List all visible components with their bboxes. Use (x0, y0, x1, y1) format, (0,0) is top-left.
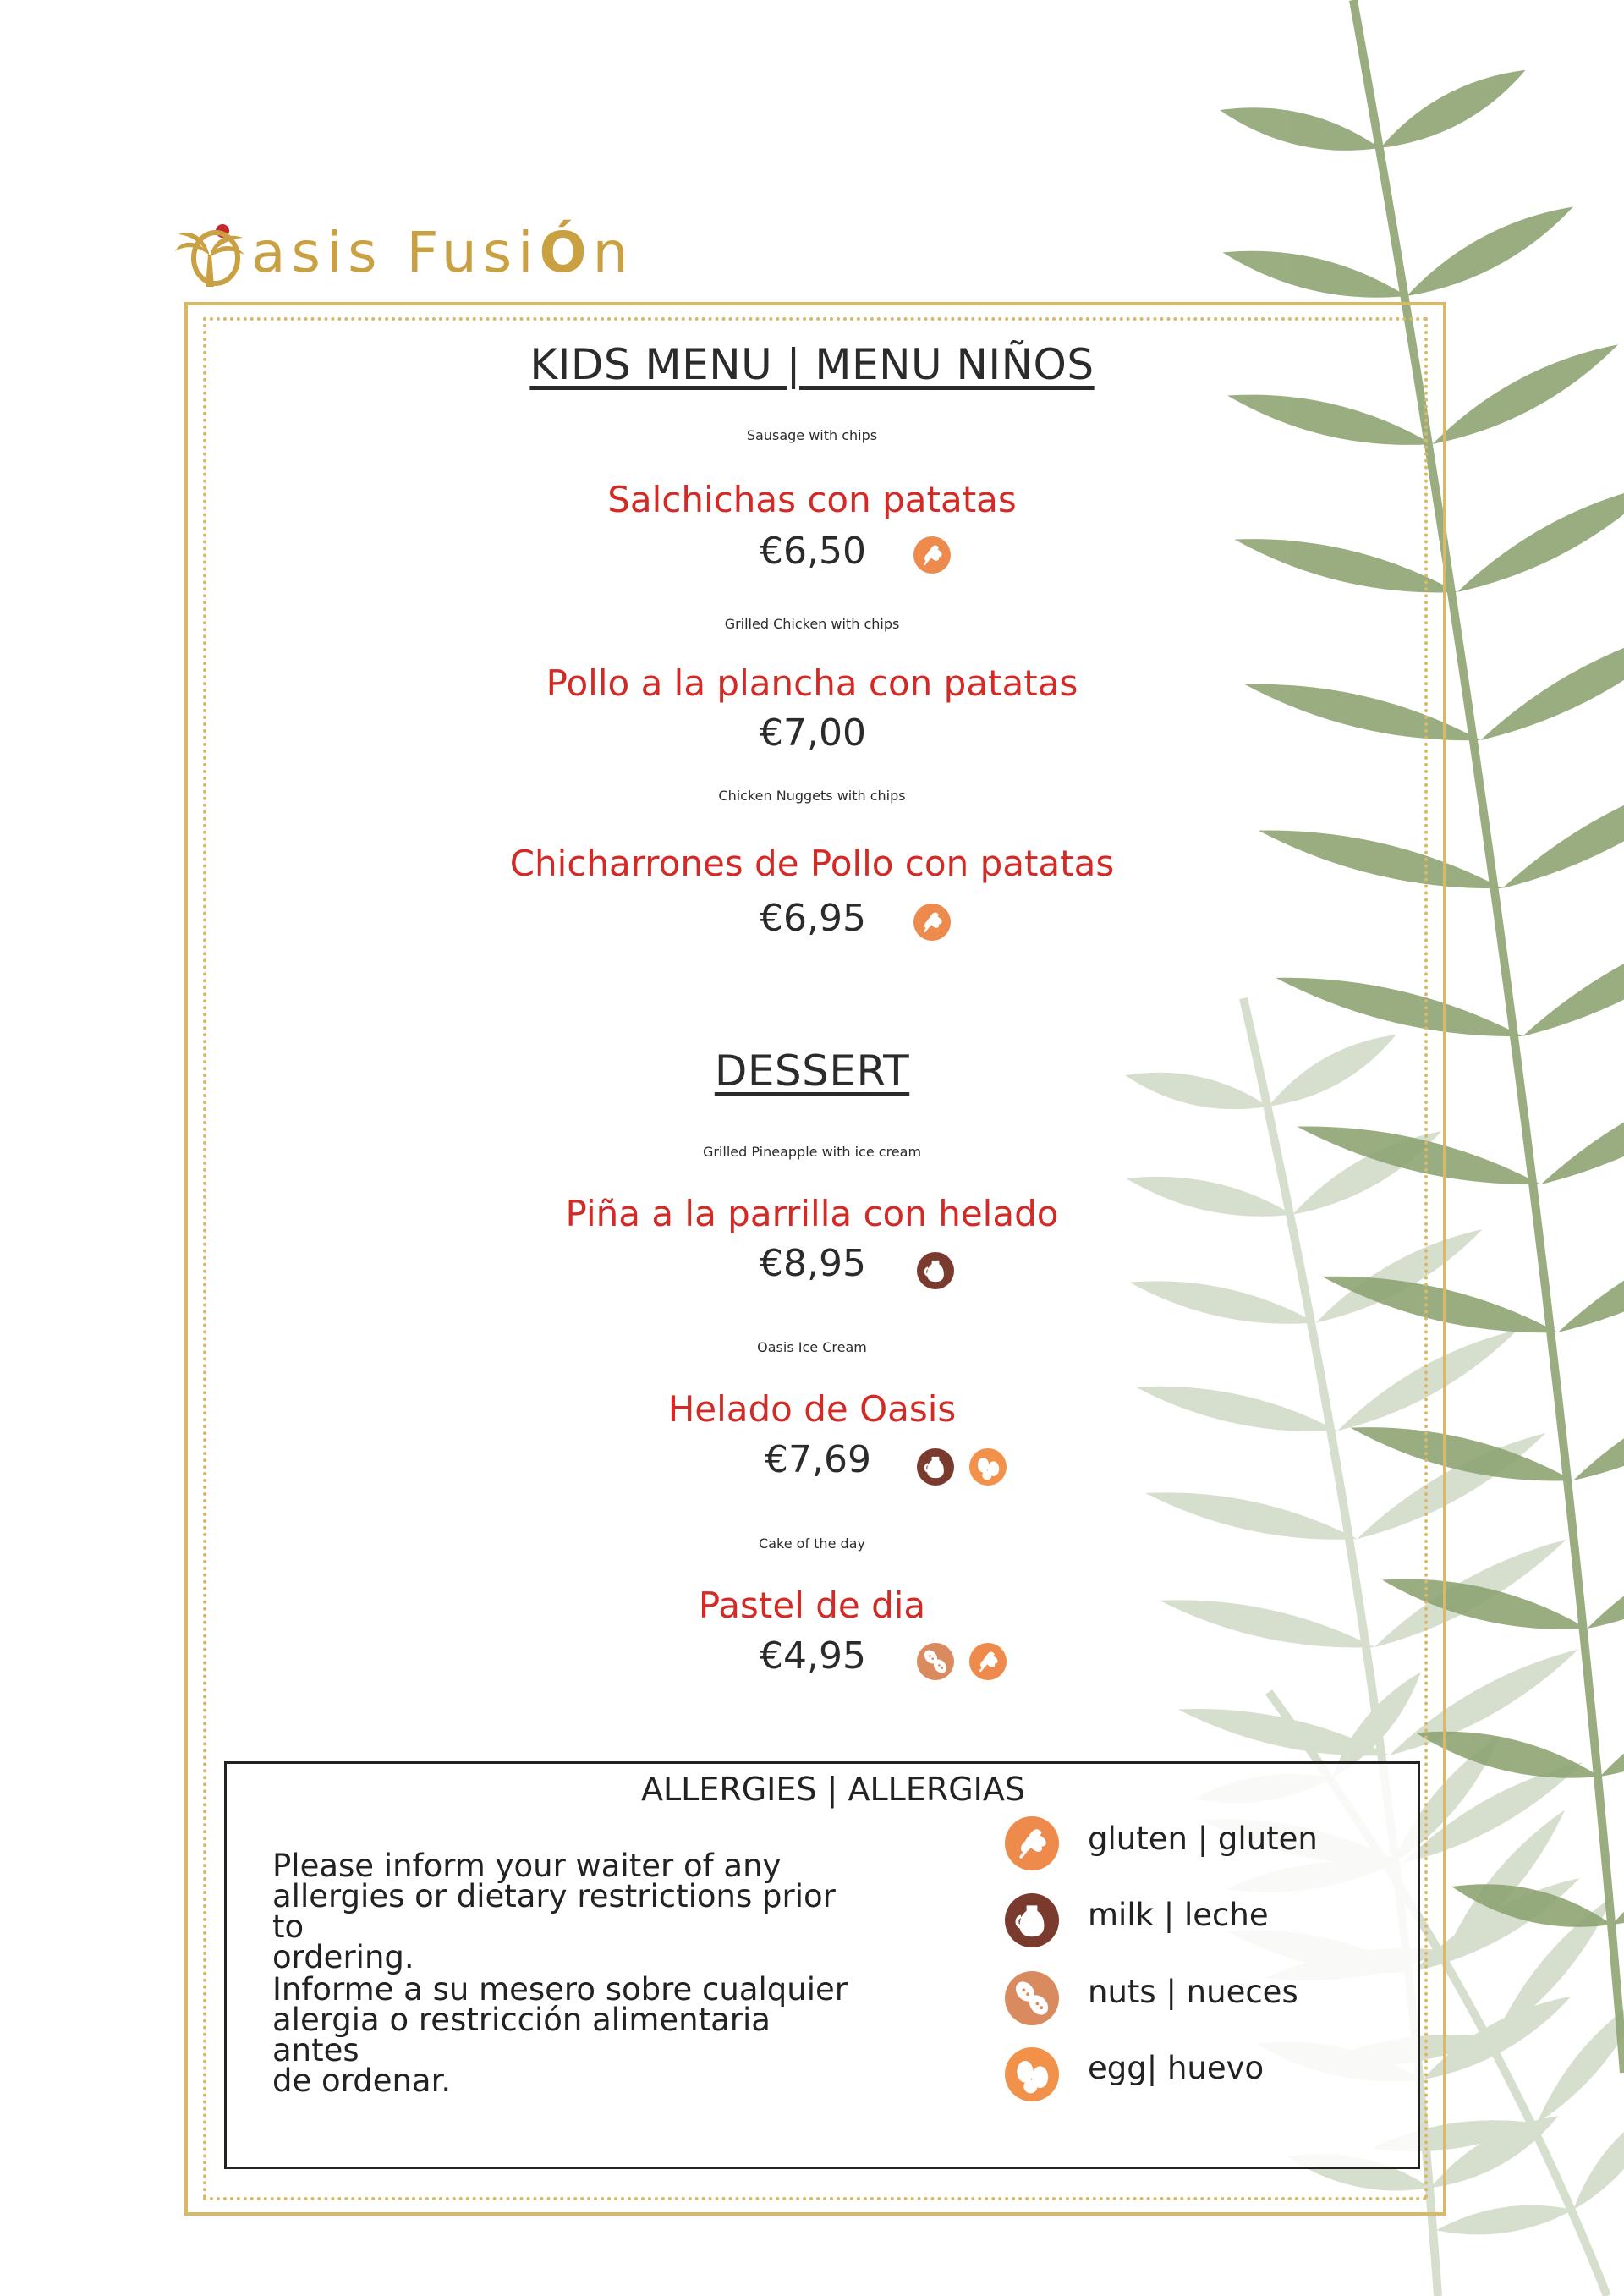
item-price: €4,95 (760, 1634, 866, 1678)
menu-item-es: Helado de Oasis (667, 1388, 957, 1430)
gluten-icon (969, 1643, 1007, 1680)
menu-item-en: Chicken Nuggets with chips (718, 788, 906, 804)
note-line: de ordenar. (272, 2063, 452, 2099)
allergy-note-en (272, 1848, 864, 1975)
menu-item-es: Chicharrones de Pollo con patatas (509, 843, 1115, 884)
menu-item-en: Oasis Ice Cream (757, 1339, 867, 1355)
note-line: ordering. (272, 1939, 414, 1975)
menu-item-es: Pastel de dia (698, 1585, 926, 1626)
price-row (0, 897, 1624, 948)
note-line: allergies or dietary restrictions prior to (272, 1878, 836, 1945)
dessert-heading: DESSERT (714, 1046, 910, 1096)
note-line: alergia o restricción alimentaria antes (272, 2002, 771, 2068)
menu-item-es: Pollo a la plancha con patatas (546, 662, 1078, 704)
egg-icon (1005, 2047, 1059, 2101)
legend-label-gluten: gluten | gluten (1088, 1821, 1318, 1857)
gluten-icon (914, 904, 951, 941)
item-price: €6,50 (760, 530, 866, 573)
menu-item-es: Salchichas con patatas (607, 479, 1017, 520)
price-row (0, 1634, 1624, 1685)
allergies-title: ALLERGIES | ALLERGIAS (640, 1771, 1025, 1808)
menu-item-en: Grilled Pineapple with ice cream (702, 1144, 922, 1160)
menu-item-en: Sausage with chips (746, 427, 878, 443)
note-line: Please inform your waiter of any (272, 1848, 782, 1884)
nuts-icon (1005, 1971, 1059, 2025)
brand-logo (172, 210, 634, 294)
logo-text-end: n (592, 219, 634, 285)
menu-item-es: Piña a la parrilla con helado (565, 1193, 1059, 1234)
nuts-icon (917, 1643, 954, 1680)
kids-menu-heading: KIDS MENU | MENU NIÑOS (529, 340, 1095, 389)
logo-o-accent: Ó (539, 219, 593, 285)
milk-icon (917, 1252, 954, 1289)
legend-label-egg: egg| huevo (1088, 2050, 1265, 2086)
item-price: €6,95 (760, 897, 866, 940)
gluten-icon (1005, 1816, 1059, 1870)
milk-icon (917, 1448, 954, 1486)
allergy-note-es (272, 1971, 864, 2099)
palm-logo-icon (172, 214, 248, 290)
item-price: €7,00 (760, 711, 866, 755)
price-row (0, 1242, 1624, 1293)
milk-icon (1005, 1893, 1059, 1947)
legend-label-milk: milk | leche (1088, 1897, 1269, 1933)
item-price: €8,95 (760, 1242, 866, 1285)
gluten-icon (914, 536, 951, 574)
legend-label-nuts: nuts | nueces (1088, 1974, 1298, 2010)
item-price: €7,69 (765, 1438, 871, 1481)
menu-item-en: Grilled Chicken with chips (724, 616, 900, 632)
logo-text: asis Fusi (251, 219, 540, 285)
price-row (0, 530, 1624, 580)
price-row (0, 1438, 1624, 1489)
note-line: Informe a su mesero sobre cualquier (272, 1971, 848, 2008)
price-row (0, 711, 1624, 762)
egg-icon (969, 1448, 1007, 1486)
menu-item-en: Cake of the day (759, 1535, 865, 1552)
